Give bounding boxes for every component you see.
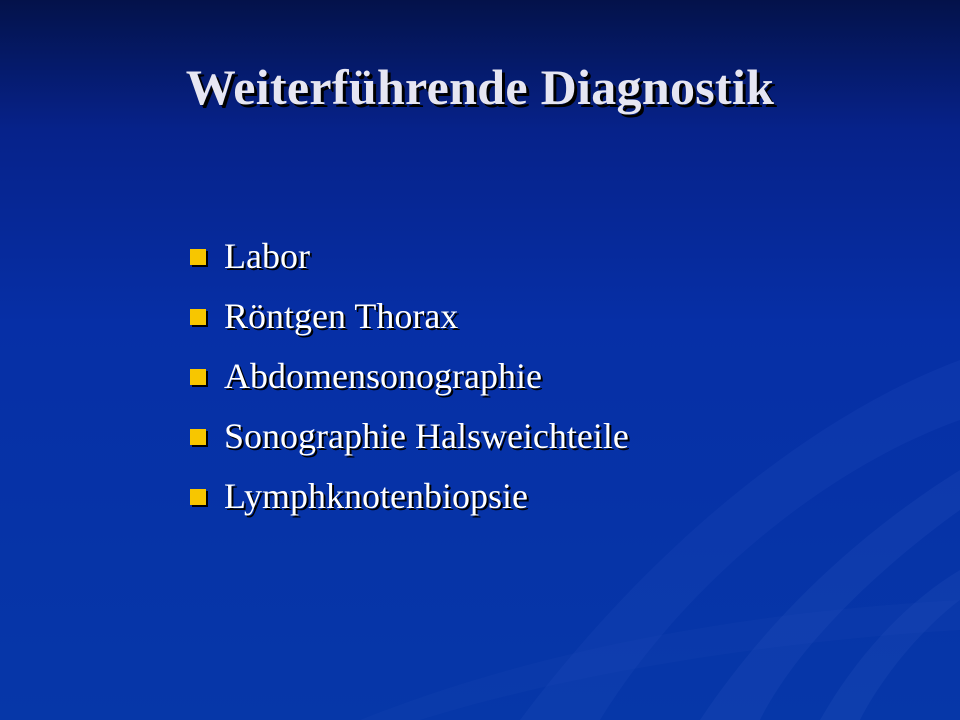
bullet-label: Lymphknotenbiopsie — [224, 476, 528, 516]
list-item — [190, 414, 629, 474]
square-bullet-icon — [190, 249, 206, 265]
slide-title: Weiterführende Diagnostik — [185, 59, 775, 115]
bullet-label: Röntgen Thorax — [224, 296, 459, 336]
bullet-label: Labor — [224, 236, 310, 276]
list-item — [190, 234, 629, 294]
bullet-label: Abdomensonographie — [224, 356, 542, 396]
bullet-list — [190, 234, 629, 534]
list-item — [190, 294, 629, 354]
bullet-label: Sonographie Halsweichteile — [224, 416, 629, 456]
square-bullet-icon — [190, 309, 206, 325]
list-item — [190, 474, 629, 534]
square-bullet-icon — [190, 369, 206, 385]
square-bullet-icon — [190, 489, 206, 505]
square-bullet-icon — [190, 429, 206, 445]
list-item — [190, 354, 629, 414]
